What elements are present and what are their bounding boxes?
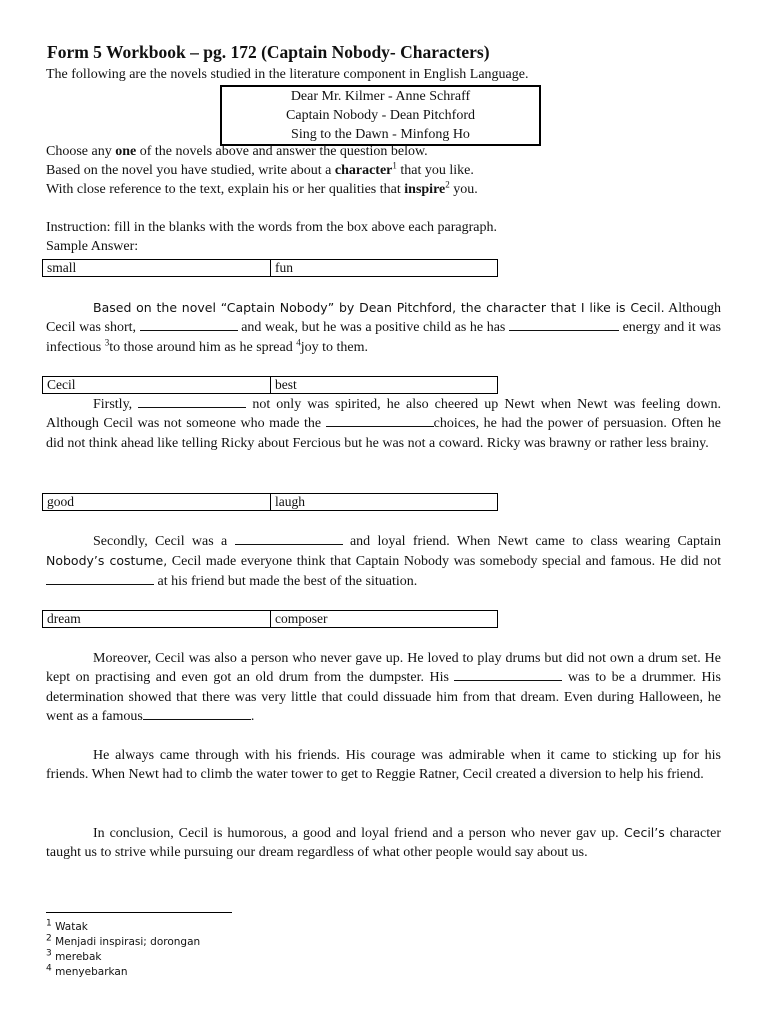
answer-blank[interactable] (138, 395, 246, 408)
sample-answer-label: Sample Answer: (46, 239, 139, 254)
answer-blank[interactable] (326, 414, 434, 427)
task-question: Based on the novel you have studied, write about a character$^1$ that you like. (46, 160, 474, 178)
word-box-cell: best (270, 377, 497, 393)
answer-blank[interactable] (235, 532, 343, 545)
word-box (42, 493, 498, 511)
novel-item: Sing to the Dawn - Minfong Ho (291, 127, 470, 142)
footnote-2: $^2$ Menjadi inspirasi; dorongan (46, 933, 201, 948)
answer-blank[interactable] (140, 318, 238, 331)
word-box-cell: dream (47, 611, 81, 626)
footnote-3: $^3$ merebak (46, 948, 102, 963)
answer-blank[interactable] (143, 707, 251, 720)
paragraph-1: Based on the novel “Captain Nobody” by Dean Pitchford, the character that I like is Cecil. Although Cecil was short, and weak, but he was a positive child as he has energy and it was infectious $^3$to those around him as he spread $^4$joy to them. (46, 300, 721, 355)
task-question-2: With close reference to the text, explain his or her qualities that inspire$^2$ you. (46, 179, 478, 197)
word-box (42, 259, 498, 277)
novel-item: Dear Mr. Kilmer - Anne Schraff (290, 89, 471, 104)
word-box-cell: small (47, 260, 77, 275)
page-title: Form 5 Workbook – pg. 172 (Captain Nobody- Characters) (47, 42, 490, 62)
paragraph-6: In conclusion, Cecil is humorous, a good and loyal friend and a person who never gav up. Cecil’s character taught us to strive while pursuing our dream regardless of what other people would say about us. (46, 825, 721, 861)
word-box-cell: laugh (270, 494, 497, 510)
word-box-cell: fun (270, 260, 497, 276)
instruction-text: Instruction: fill in the blanks with the words from the box above each paragraph. (46, 220, 497, 235)
paragraph-3: Secondly, Cecil was a and loyal friend. When Newt came to class wearing Captain Nobody’s costume, Cecil made everyone think that Captain Nobody was somebody special and famous. He did not at his friend but made the best of the situation. (46, 534, 721, 589)
novel-list-box (220, 85, 541, 146)
answer-blank[interactable] (454, 668, 562, 681)
intro-text: The following are the novels studied in the literature component in English Language. (46, 67, 529, 82)
paragraph-2: Firstly, not only was spirited, he also cheered up Newt when Newt was feeling down. Although Cecil was not someone who made the choices, he had the power of persuasion. Often he did not think ahead like telling Ricky about Fercious but he was not a coward. Ricky was brawny or rather less brainy. (46, 397, 721, 451)
choose-instruction: Choose any one of the novels above and answer the question below. (46, 144, 428, 159)
answer-blank[interactable] (46, 572, 154, 585)
footnote-divider (46, 912, 232, 913)
answer-blank[interactable] (509, 318, 619, 331)
word-box-cell: composer (270, 611, 497, 627)
word-box (42, 610, 498, 628)
word-box-cell: good (47, 494, 74, 509)
paragraph-4: Moreover, Cecil was also a person who never gave up. He loved to play drums but did not own a drum set. He kept on practising and even got an old drum from the dumpster. His was to be a drummer. His determination showed that there was very little that could dissuade him from that dream. Even during Halloween, he went as a famous . (46, 651, 721, 725)
paragraph-5: He always came through with his friends. His courage was admirable when it came to sticking up for his friends. When Newt had to climb the water tower to get to Reggie Ratner, Cecil created a diversion to help his friend. (46, 748, 721, 783)
novel-item: Captain Nobody - Dean Pitchford (286, 108, 475, 123)
footnote-4: $^4$ menyebarkan (46, 963, 128, 978)
footnote-1: $^1$ Watak (46, 918, 88, 933)
word-box-cell: Cecil (47, 377, 76, 392)
word-box (42, 376, 498, 394)
